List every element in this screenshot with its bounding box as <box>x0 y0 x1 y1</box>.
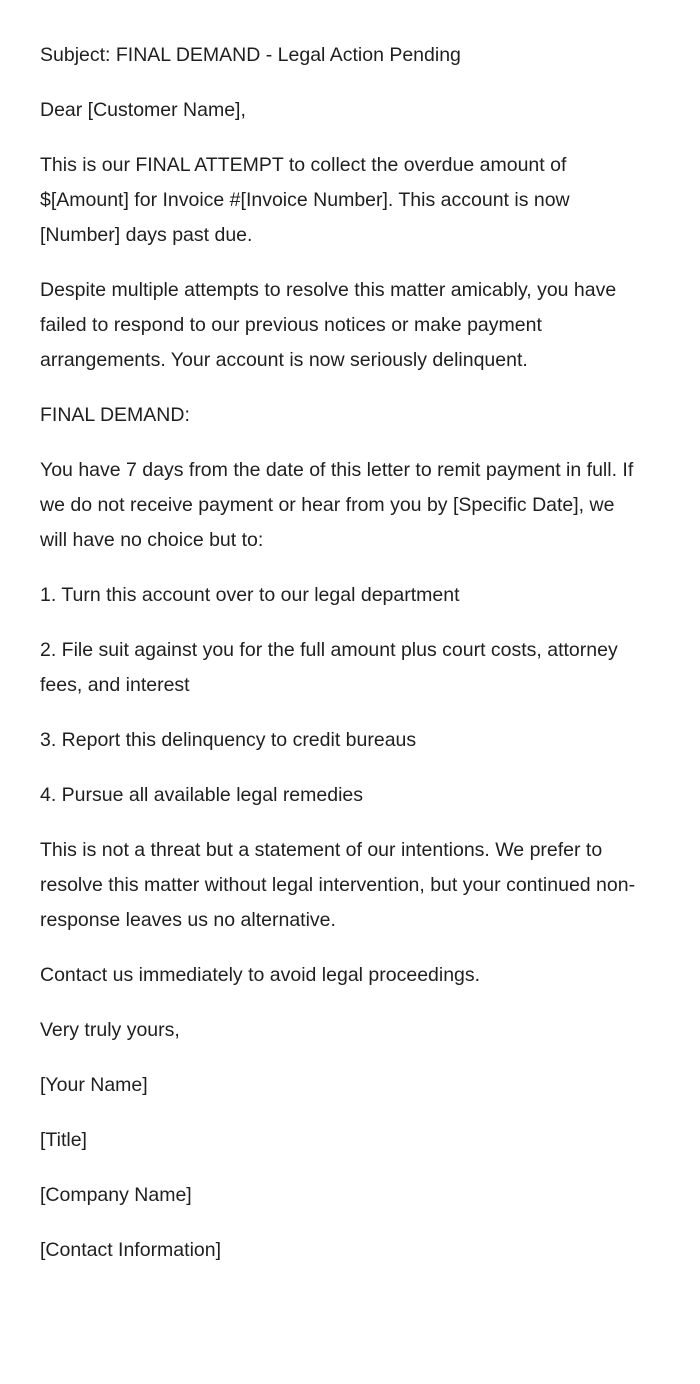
body-paragraph-5: Contact us immediately to avoid legal proceedings. <box>40 964 481 986</box>
signature-contact: [Contact Information] <box>40 1239 222 1261</box>
demand-list-item-3: 3. Report this delinquency to credit bureaus <box>40 729 417 751</box>
signature-title: [Title] <box>40 1129 87 1151</box>
salutation: Dear [Customer Name], <box>40 99 246 121</box>
signature-name: [Your Name] <box>40 1074 148 1096</box>
body-paragraph-4: This is not a threat but a statement of our intentions. We prefer to resolve this matter without legal intervention, but your continued non-response leaves us no alternative. <box>40 839 636 931</box>
subject-line: Subject: FINAL DEMAND - Legal Action Pending <box>40 44 461 66</box>
demand-list-item-4: 4. Pursue all available legal remedies <box>40 784 364 806</box>
final-demand-label: FINAL DEMAND: <box>40 404 190 426</box>
demand-list-item-2: 2. File suit against you for the full amount plus court costs, attorney fees, and interest <box>40 639 618 696</box>
letter-body <box>40 38 640 1268</box>
closing-salutation: Very truly yours, <box>40 1019 180 1041</box>
demand-list-item-1: 1. Turn this account over to our legal department <box>40 584 460 606</box>
body-paragraph-3: You have 7 days from the date of this letter to remit payment in full. If we do not receive payment or hear from you by [Specific Date], we will have no choice but to: <box>40 459 634 551</box>
body-paragraph-1: This is our FINAL ATTEMPT to collect the overdue amount of $[Amount] for Invoice #[Invoice Number]. This account is now [Number] days past due. <box>40 154 570 246</box>
signature-company: [Company Name] <box>40 1184 192 1206</box>
body-paragraph-2: Despite multiple attempts to resolve this matter amicably, you have failed to respond to our previous notices or make payment arrangements. Your account is now seriously delinquent. <box>40 279 617 371</box>
